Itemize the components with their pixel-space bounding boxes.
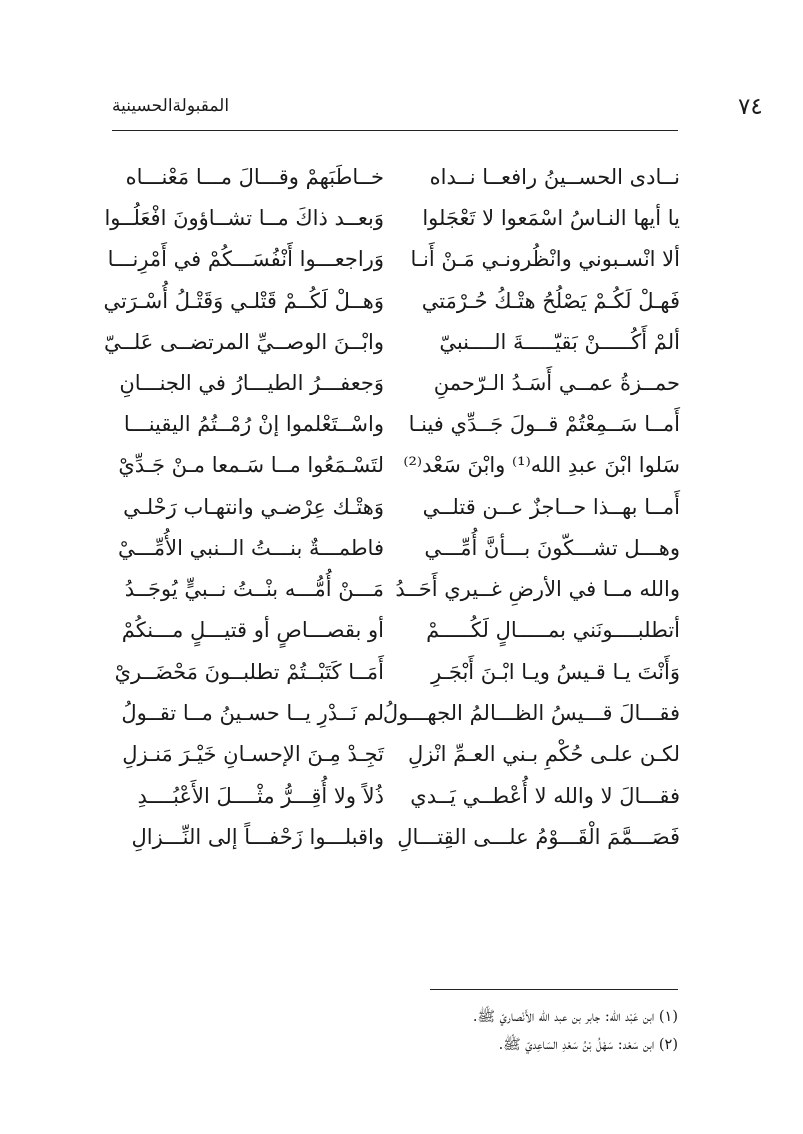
- verse-first-hemistich: فقـــالَ قـــيسُ الظـــالمُ الجهـــولُ: [382, 701, 680, 725]
- running-title: المقبولةالحسينية: [112, 96, 230, 116]
- verse-second-hemistich: وَجعفـــرُ الطيـــارُ في الجنـــانِ: [119, 371, 384, 395]
- verse-second-hemistich: لتَسْـمَعُوا مــا سَـمعا مـنْ جَـدِّيْ: [118, 453, 384, 477]
- verse-second-hemistich: وابْــنَ الوصــيِّ المرتضــى عَلــيّ: [104, 330, 384, 354]
- verse-first-hemistich: والله مــا في الأرضِ غــيري أَحَــدُ: [395, 577, 680, 601]
- verse-second-hemistich: تَجِـدْ مِـنَ الإحسـانِ خَيْـرَ مَنـزلِ: [122, 742, 384, 766]
- verse-first-hemistich: نــادى الحســينُ رافعــا نــداه: [429, 165, 680, 189]
- verse-second-hemistich: وَراجعـــوا أَنْفُسَـــكُمْ في أَمْرِنـــا: [107, 247, 384, 271]
- verse-second-hemistich: مَـــنْ أُمُّـــه بنْــتُ نــبيٍّ يُوجَــدُ: [124, 577, 384, 601]
- verse-second-hemistich: خــاطَبَهمْ وقـــالَ مـــا مَعْنـــاه: [125, 165, 384, 189]
- verse-second-hemistich: واسْــتَعْلموا إنْ رُمْــتُمُ اليقينـــا: [123, 412, 384, 436]
- verse-first-hemistich: فقـــالَ لا والله لا أُعْطــي يَــدي: [410, 784, 680, 808]
- verse-first-hemistich: أتطلبــــونَني بمـــــالٍ لَكُـــــمْ: [426, 618, 680, 642]
- verse-first-hemistich: أَمــا سَــمِعْتُمْ قــولَ جَــدِّي فينـا: [408, 412, 680, 436]
- verse-first-hemistich: لكـن علـى حُكْمِ بـني العـمِّ انْزلِ: [407, 742, 680, 766]
- verse-first-hemistich: وهـــل تشـــكّونَ بـــأنَّ أُمِّـــي: [424, 536, 680, 560]
- verse-second-hemistich: أَمَــا كَتَبْــتُمْ تطلبــونَ مَحْضَــريْ: [114, 660, 384, 684]
- footnote-rule: [430, 989, 678, 990]
- footnote-2: (٢) ابن سَعْد: سَهْلُ بْنُ سَعْدِ السَاعِديّ ﷺ.: [498, 1037, 678, 1053]
- verse-second-hemistich: فاطمـــةٌ بنـــتُ الــنبي الأُمِّـــيْ: [117, 536, 384, 560]
- verse-first-hemistich: فَصَـــمَّمَ الْقَـــوْمُ علـــى القِتـــالِ: [397, 825, 680, 849]
- verse-first-hemistich: أَمــا بهــذا حــاجزٌ عــن قتلــي: [422, 495, 680, 519]
- verse-first-hemistich: فَهـلْ لَكُـمْ يَصْلُحُ هتْـكُ حُـرْمَتي: [421, 289, 680, 313]
- verse-first-hemistich: ألا انْسـبوني وانْظُرونـي مَـنْ أَنـا: [410, 247, 680, 271]
- verse-second-hemistich: وَهتْـك عِرْضـي وانتهـاب رَحْلـي: [123, 495, 384, 519]
- verse-first-hemistich: يا أيها النـاسُ اسْمَعوا لا تَعْجَلوا: [422, 206, 680, 230]
- page-number: ٧٤: [738, 94, 763, 120]
- verse-first-hemistich: وَأَنْتَ يـا قـيسُ ويـا ابْـنَ أَبْجَـرِ: [431, 660, 680, 684]
- verse-second-hemistich: وَهــلْ لَكُــمْ قَتْلـي وَقَتْـلُ أُسْـرَتي: [103, 289, 384, 313]
- verse-second-hemistich: وَبعــد ذاكَ مــا تشــاؤونَ افْعَلُــوا: [104, 206, 384, 230]
- verse-second-hemistich: ذُلاً ولا أُقِـــرُّ مثْــــلَ الأَعْبُــــدِ: [137, 784, 384, 808]
- verse-first-hemistich: سَلوا ابْنَ عبدِ الله⁽¹⁾ وابْنَ سَعْد⁽²⁾: [403, 453, 680, 477]
- verse-first-hemistich: حمــزةُ عمــي أَسَـدُ الـرّحمنِ: [433, 371, 680, 395]
- header-rule: [112, 130, 678, 131]
- verse-second-hemistich: أو بقصـــاصٍ أو قتيـــلٍ مـــنكُمْ: [121, 618, 384, 642]
- verse-first-hemistich: ألمْ أَكُـــــنْ بَقيّـــــةَ الــــنبيّ: [439, 330, 680, 354]
- page-header: [112, 92, 763, 126]
- verse-second-hemistich: واقبلـــوا زَحْفـــاً إلى النِّـــزالِ: [131, 825, 384, 849]
- footnote-1: (١) ابن عَبْد الله: جابر بن عبد الله الأَنْصاريّ ﷺ.: [472, 1009, 678, 1025]
- verse-second-hemistich: لم نَــدْرِ يــا حسـينُ مــا تقــولُ: [121, 701, 384, 725]
